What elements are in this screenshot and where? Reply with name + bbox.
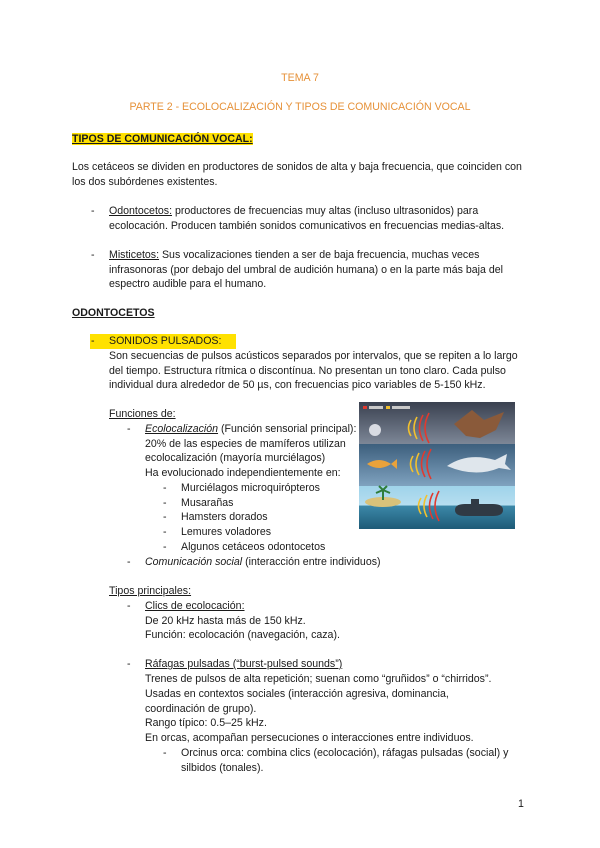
bullet-dash: - <box>163 482 167 494</box>
misticetos-item <box>109 248 529 292</box>
rafagas-line-1: Trenes de pulsos de alta repetición; suenan como “gruñidos” o “chirridos”. <box>145 673 492 685</box>
ecolocalizacion-term: Ecolocalización <box>145 423 219 435</box>
clics-line-2: Función: ecolocación (navegación, caza). <box>145 629 340 641</box>
comunicacion-item <box>145 555 381 570</box>
species-item: Algunos cetáceos odontocetos <box>181 541 326 553</box>
species-item: Lemures voladores <box>181 526 272 538</box>
ecolocalizacion-item <box>145 422 356 437</box>
tema-heading: TEMA 7 <box>281 72 319 84</box>
bullet-dash: - <box>91 205 95 217</box>
bullet-dash: - <box>163 541 167 553</box>
species-item: Hamsters dorados <box>181 511 268 523</box>
species-item: Murciélagos microquirópteros <box>181 482 320 494</box>
bullet-dash: - <box>163 526 167 538</box>
comunicacion-term: Comunicación social <box>145 556 243 568</box>
bullet-dash: - <box>91 335 95 347</box>
bullet-dash: - <box>127 658 131 670</box>
bullet-dash: - <box>127 423 131 435</box>
funciones-title: Funciones de: <box>109 408 176 420</box>
comunicacion-desc: (interacción entre individuos) <box>242 556 381 568</box>
odontocetos-term: Odontocetos: <box>109 205 173 217</box>
parte-heading: PARTE 2 - ECOLOCALIZACIÓN Y TIPOS DE COMUNICACIÓN VOCAL <box>129 101 471 113</box>
ecolocalizacion-desc: (Función sensorial principal): <box>218 423 357 435</box>
rafagas-line-2: Usadas en contextos sociales (interacción agresiva, dominancia, coordinación de grupo). <box>145 688 449 715</box>
pulsados-title: SONIDOS PULSADOS: <box>109 335 222 347</box>
rafagas-line-3: Rango típico: 0.5–25 kHz. <box>145 717 267 729</box>
bullet-dash: - <box>91 249 95 261</box>
clics-line-1: De 20 kHz hasta más de 150 kHz. <box>145 615 306 627</box>
rafagas-line-4: En orcas, acompañan persecuciones o interacciones entre individuos. <box>145 732 474 744</box>
section-title-tipos <box>72 132 253 147</box>
rafagas-title: Ráfagas pulsadas (“burst-pulsed sounds”) <box>145 658 343 670</box>
misticetos-term: Misticetos: <box>109 249 160 261</box>
eco-line-2: ecolocalización (mayoría murciélagos) <box>145 452 326 464</box>
bullet-dash: - <box>163 747 167 759</box>
bullet-dash: - <box>163 511 167 523</box>
eco-line-3: Ha evolucionado independientemente en: <box>145 467 341 479</box>
species-item: Musarañas <box>181 497 234 509</box>
echolocation-illustration <box>359 402 515 529</box>
clics-title: Clics de ecolocación: <box>145 600 245 612</box>
eco-line-1: 20% de las especies de mamíferos utilizan <box>145 438 346 450</box>
page-number: 1 <box>518 798 524 810</box>
section-title-text: TIPOS DE COMUNICACIÓN VOCAL: <box>72 133 253 145</box>
misticetos-text: Sus vocalizaciones tienden a ser de baja frecuencia, muchas veces infrasonoras (por debajo del umbral de audición humana) o en la parte más baja del espectro audible para el humano. <box>109 249 503 291</box>
bullet-dash: - <box>127 556 131 568</box>
tipos-title: Tipos principales: <box>109 585 192 597</box>
orca-item: Orcinus orca: combina clics (ecolocación), ráfagas pulsadas (social) y silbidos (tonales). <box>181 747 509 774</box>
odontocetos-item <box>109 204 529 233</box>
odontocetos-text: productores de frecuencias muy altas (incluso ultrasonidos) para ecolocación. Producen también sonidos comunicativos en frecuencias medias-altas. <box>109 205 505 232</box>
section-title-odontocetos: ODONTOCETOS <box>72 307 155 319</box>
moth-icon <box>369 424 381 436</box>
intro-paragraph: Los cetáceos se dividen en productores de sonidos de alta y baja frecuencia, que coinciden con los dos subórdenes existentes. <box>72 161 522 188</box>
bullet-dash: - <box>127 600 131 612</box>
pulsados-paragraph: Son secuencias de pulsos acústicos separados por intervalos, que se repiten a lo largo del tiempo. Estructura rítmica o discontínua. No presentan un tono claro. Cada pulso individual dura alrededor de 50 µs, con frecuencias pico variables de 5-150 kHz. <box>109 350 518 392</box>
bullet-dash: - <box>163 497 167 509</box>
